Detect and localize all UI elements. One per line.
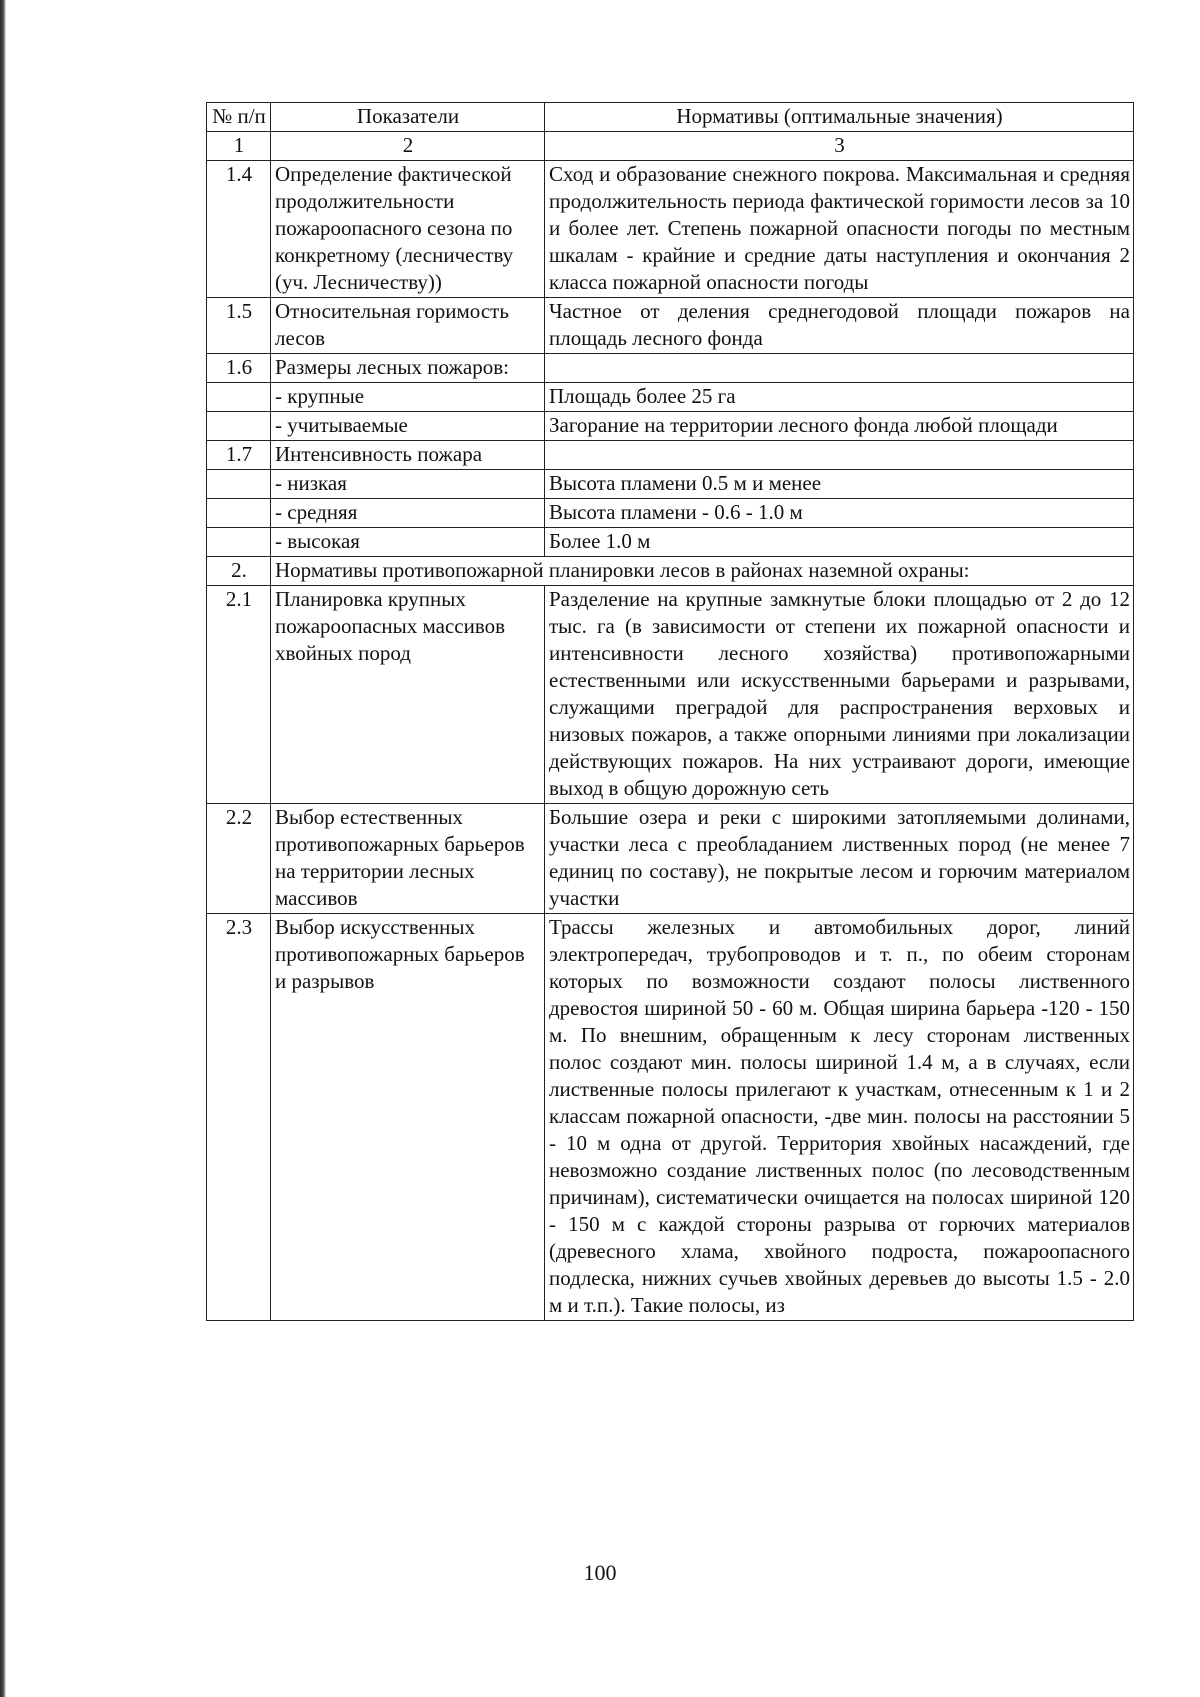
table-row	[207, 298, 1134, 354]
table-row	[207, 528, 1134, 557]
row-number: 1.7	[207, 441, 271, 470]
table-row	[207, 499, 1134, 528]
row-number: 2.1	[207, 586, 271, 804]
row-standard: Площадь более 25 га	[545, 383, 1134, 412]
row-standard: Загорание на территории лесного фонда любой площади	[545, 412, 1134, 441]
row-standard: Трассы железных и автомобильных дорог, линий электропередач, трубопроводов и т. п., по обеим сторонам которых по возможности создают полосы лиственного древостоя шириной 50 - 60 м. Общая ширина барьера -120 - 150 м. По внешним, обращенным к лесу сторонам лиственных полос создают мин. полосы шириной 1.4 м, а в случаях, если лиственные полосы прилегают к участкам, отнесенным к 1 и 2 классам пожарной опасности, -две мин. полосы на расстоянии 5 - 10 м одна от другой. Территория хвойных насаждений, где невозможно создание лиственных полос (по лесоводственным причинам), систематически очищается на полосах шириной 120 - 150 м с каждой стороны разрыва от горючих материалов (древесного хлама, хвойного подроста, пожароопасного подлеска, нижних сучьев хвойных деревьев до высоты 1.5 - 2.0 м и т.п.). Такие полосы, из	[545, 914, 1134, 1321]
row-number	[207, 412, 271, 441]
row-indicator: Относительная горимость лесов	[271, 298, 545, 354]
row-number: 2.	[207, 557, 271, 586]
row-number: 2.3	[207, 914, 271, 1321]
row-standard: Высота пламени - 0.6 - 1.0 м	[545, 499, 1134, 528]
table-row	[207, 441, 1134, 470]
table-row	[207, 586, 1134, 804]
row-indicator: Планировка крупных пожароопасных массивов хвойных пород	[271, 586, 545, 804]
row-number	[207, 383, 271, 412]
row-standard: Большие озера и реки с широкими затопляемыми долинами, участки леса с преобладанием лиственных пород (не менее 7 единиц по составу), не покрытые лесом и горючим материалом участки	[545, 804, 1134, 914]
row-indicator: Выбор естественных противопожарных барьеров на территории лесных массивов	[271, 804, 545, 914]
table-header-row	[207, 103, 1134, 132]
row-standard: Разделение на крупные замкнутые блоки площадью от 2 до 12 тыс. га (в зависимости от степени их пожарной опасности и интенсивности лесного хозяйства) противопожарными естественными или искусственными барьерами и разрывами, служащими преградой для распространения верховых и низовых пожаров, а также опорными линиями при локализации действующих пожаров. На них устраивают дороги, имеющие выход в общую дорожную сеть	[545, 586, 1134, 804]
column-number: 3	[545, 132, 1134, 161]
header-indicators: Показатели	[271, 103, 545, 132]
header-standards: Нормативы (оптимальные значения)	[545, 103, 1134, 132]
section-heading-row	[207, 557, 1134, 586]
table-row	[207, 354, 1134, 383]
row-indicator: Интенсивность пожара	[271, 441, 545, 470]
row-number: 2.2	[207, 804, 271, 914]
column-number: 1	[207, 132, 271, 161]
table-row	[207, 412, 1134, 441]
row-standard	[545, 354, 1134, 383]
row-indicator: - учитываемые	[271, 412, 545, 441]
row-indicator: Размеры лесных пожаров:	[271, 354, 545, 383]
row-indicator: - средняя	[271, 499, 545, 528]
table-row	[207, 383, 1134, 412]
row-number: 1.4	[207, 161, 271, 298]
row-standard: Частное от деления среднегодовой площади пожаров на площадь лесного фонда	[545, 298, 1134, 354]
table-row	[207, 914, 1134, 1321]
row-indicator: - крупные	[271, 383, 545, 412]
row-standard: Сход и образование снежного покрова. Максимальная и средняя продолжительность периода фактической горимости лесов за 10 и более лет. Степень пожарной опасности погоды по местным шкалам - крайние и средние даты наступления и окончания 2 класса пожарной опасности погоды	[545, 161, 1134, 298]
row-standard: Более 1.0 м	[545, 528, 1134, 557]
section-heading: Нормативы противопожарной планировки лесов в районах наземной охраны:	[271, 557, 1134, 586]
header-number: № п/п	[207, 103, 271, 132]
row-standard: Высота пламени 0.5 м и менее	[545, 470, 1134, 499]
row-indicator: Определение фактической продолжительности пожароопасного сезона по конкретному (лесничеству (уч. Лесничеству))	[271, 161, 545, 298]
table-row	[207, 470, 1134, 499]
row-standard	[545, 441, 1134, 470]
standards-table	[206, 102, 1134, 1321]
row-number	[207, 528, 271, 557]
row-indicator: - низкая	[271, 470, 545, 499]
page-number: 100	[583, 1560, 617, 1585]
scan-edge-shadow	[0, 0, 6, 1697]
column-number-row	[207, 132, 1134, 161]
row-number: 1.5	[207, 298, 271, 354]
row-indicator: Выбор искусственных противопожарных барьеров и разрывов	[271, 914, 545, 1321]
row-number	[207, 470, 271, 499]
row-indicator: - высокая	[271, 528, 545, 557]
column-number: 2	[271, 132, 545, 161]
table-row	[207, 804, 1134, 914]
row-number	[207, 499, 271, 528]
row-number: 1.6	[207, 354, 271, 383]
table-row	[207, 161, 1134, 298]
